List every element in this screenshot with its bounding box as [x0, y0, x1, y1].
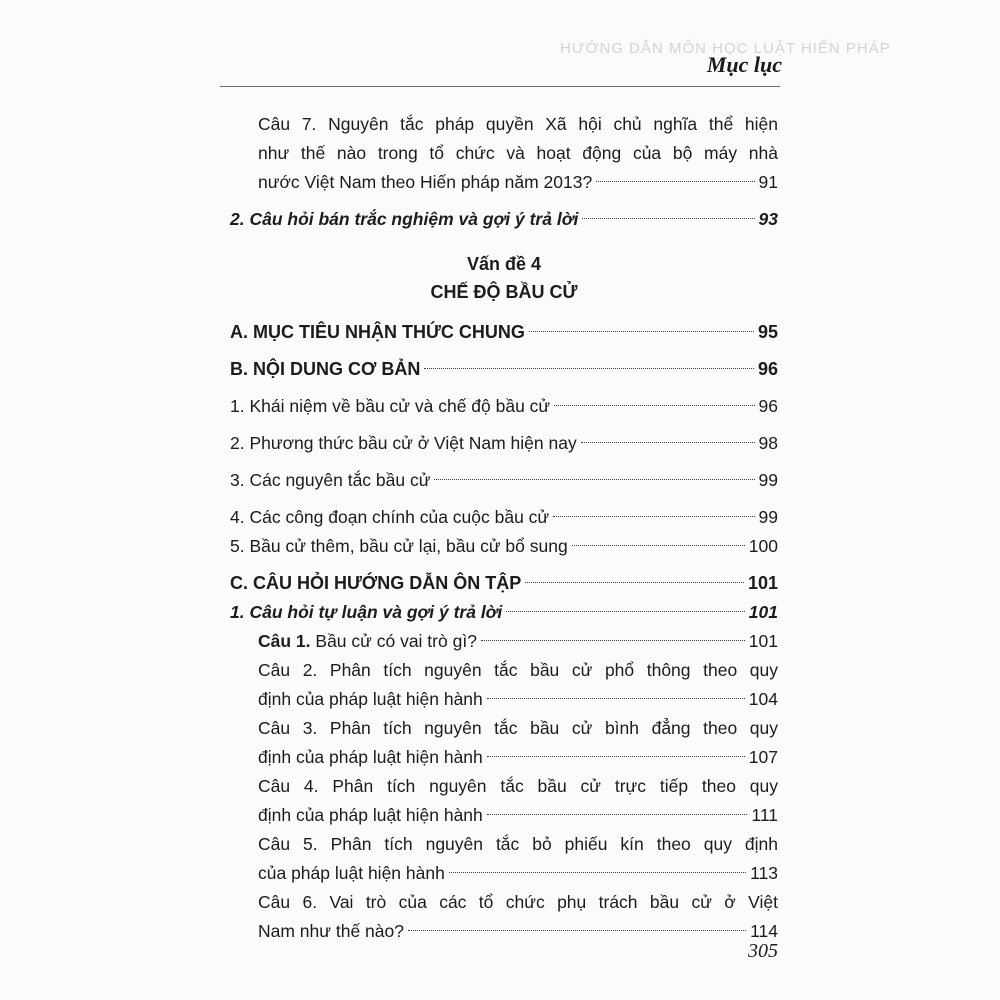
toc-entry-cau-7-line-2: như thế nào trong tổ chức và hoạt động của bộ máy nhà — [258, 143, 778, 163]
toc-item-b1[interactable]: 1. Khái niệm về bầu cử và chế độ bầu cử 96 — [230, 392, 778, 421]
dot-leader — [487, 698, 745, 699]
toc-question-6-line-1[interactable]: Câu 6. Vai trò của các tổ chức phụ trách bầu cử ở Việt — [258, 892, 778, 912]
page-ref: 93 — [758, 209, 778, 229]
dot-leader — [449, 872, 746, 873]
page-number: 305 — [748, 940, 778, 962]
toc-entry-semi-quiz[interactable]: 2. Câu hỏi bán trắc nghiệm và gợi ý trả lời 93 — [230, 205, 778, 234]
toc-question-5-line-1[interactable]: Câu 5. Phân tích nguyên tắc bỏ phiếu kín theo quy định — [258, 834, 778, 854]
table-of-contents — [230, 110, 778, 946]
dot-leader — [572, 545, 745, 546]
page-ref: 101 — [748, 602, 778, 622]
page-ref: 100 — [748, 536, 778, 556]
toc-entry-cau-7-line-1[interactable]: Câu 7. Nguyên tắc pháp quyền Xã hội chủ nghĩa thể hiện — [258, 114, 778, 134]
page-ref: 96 — [758, 396, 778, 416]
toc-question-3-line-1[interactable]: Câu 3. Phân tích nguyên tắc bầu cử bình đẳng theo quy — [258, 718, 778, 738]
toc-question-4-line-1[interactable]: Câu 4. Phân tích nguyên tắc bầu cử trực tiếp theo quy — [258, 776, 778, 796]
dot-leader — [529, 331, 754, 332]
page-ref: 95 — [757, 322, 778, 342]
toc-item-b4[interactable]: 4. Các công đoạn chính của cuộc bầu cử 99 — [230, 503, 778, 532]
toc-question-4-line-2[interactable]: định của pháp luật hiện hành 111 — [230, 801, 778, 830]
toc-section-a[interactable]: A. MỤC TIÊU NHẬN THỨC CHUNG 95 — [230, 318, 778, 347]
chapter-title: CHẾ ĐỘ BẦU CỬ — [430, 282, 578, 302]
toc-question-6-line-2[interactable]: Nam như thế nào? 114 — [230, 917, 778, 946]
chapter-number: Vấn đề 4 — [466, 254, 542, 274]
dot-leader — [554, 405, 754, 406]
toc-entry-cau-7-line-3[interactable]: nước Việt Nam theo Hiến pháp năm 2013? 91 — [230, 168, 778, 197]
page-ref: 98 — [758, 433, 778, 453]
page-ref: 113 — [750, 863, 778, 883]
dot-leader — [553, 516, 754, 517]
dot-leader — [487, 756, 745, 757]
toc-question-3-line-2[interactable]: định của pháp luật hiện hành 107 — [230, 743, 778, 772]
page-ref: 101 — [748, 631, 778, 651]
toc-item-b5[interactable]: 5. Bầu cử thêm, bầu cử lại, bầu cử bổ sung 100 — [230, 532, 778, 561]
toc-item-b2[interactable]: 2. Phương thức bầu cử ở Việt Nam hiện nay 98 — [230, 429, 778, 458]
toc-question-2-line-2[interactable]: định của pháp luật hiện hành 104 — [230, 685, 778, 714]
dot-leader — [525, 582, 744, 583]
page-ref: 99 — [758, 470, 778, 490]
page-ref: 96 — [757, 359, 778, 379]
page-ref: 107 — [748, 747, 778, 767]
dot-leader — [481, 640, 745, 641]
toc-question-5-line-2[interactable]: của pháp luật hiện hành 113 — [230, 859, 778, 888]
dot-leader — [434, 479, 754, 480]
page-ref: 99 — [758, 507, 778, 527]
dot-leader — [506, 611, 745, 612]
dot-leader — [424, 368, 754, 369]
page-ref: 91 — [758, 172, 778, 192]
page-ref: 101 — [747, 573, 778, 593]
dot-leader — [581, 442, 755, 443]
toc-question-1[interactable]: Câu 1. Bầu cử có vai trò gì? 101 — [230, 627, 778, 656]
toc-section-b[interactable]: B. NỘI DUNG CƠ BẢN 96 — [230, 355, 778, 384]
toc-entry-essay[interactable]: 1. Câu hỏi tự luận và gợi ý trả lời 101 — [230, 598, 778, 627]
toc-section-c[interactable]: C. CÂU HỎI HƯỚNG DẪN ÔN TẬP 101 — [230, 569, 778, 598]
running-head: Mục lục — [706, 52, 782, 77]
dot-leader — [408, 930, 746, 931]
toc-item-b3[interactable]: 3. Các nguyên tắc bầu cử 99 — [230, 466, 778, 495]
dot-leader — [596, 181, 754, 182]
toc-question-2-line-1[interactable]: Câu 2. Phân tích nguyên tắc bầu cử phổ thông theo quy — [258, 660, 778, 680]
page-ref: 104 — [748, 689, 778, 709]
bleed-through-text: HƯỚNG DẪN MÔN HỌC LUẬT HIẾN PHÁP — [560, 40, 891, 57]
dot-leader — [487, 814, 748, 815]
page-ref: 111 — [751, 805, 778, 825]
dot-leader — [582, 218, 754, 219]
header-divider — [220, 86, 780, 87]
page-ref: 114 — [750, 921, 778, 941]
